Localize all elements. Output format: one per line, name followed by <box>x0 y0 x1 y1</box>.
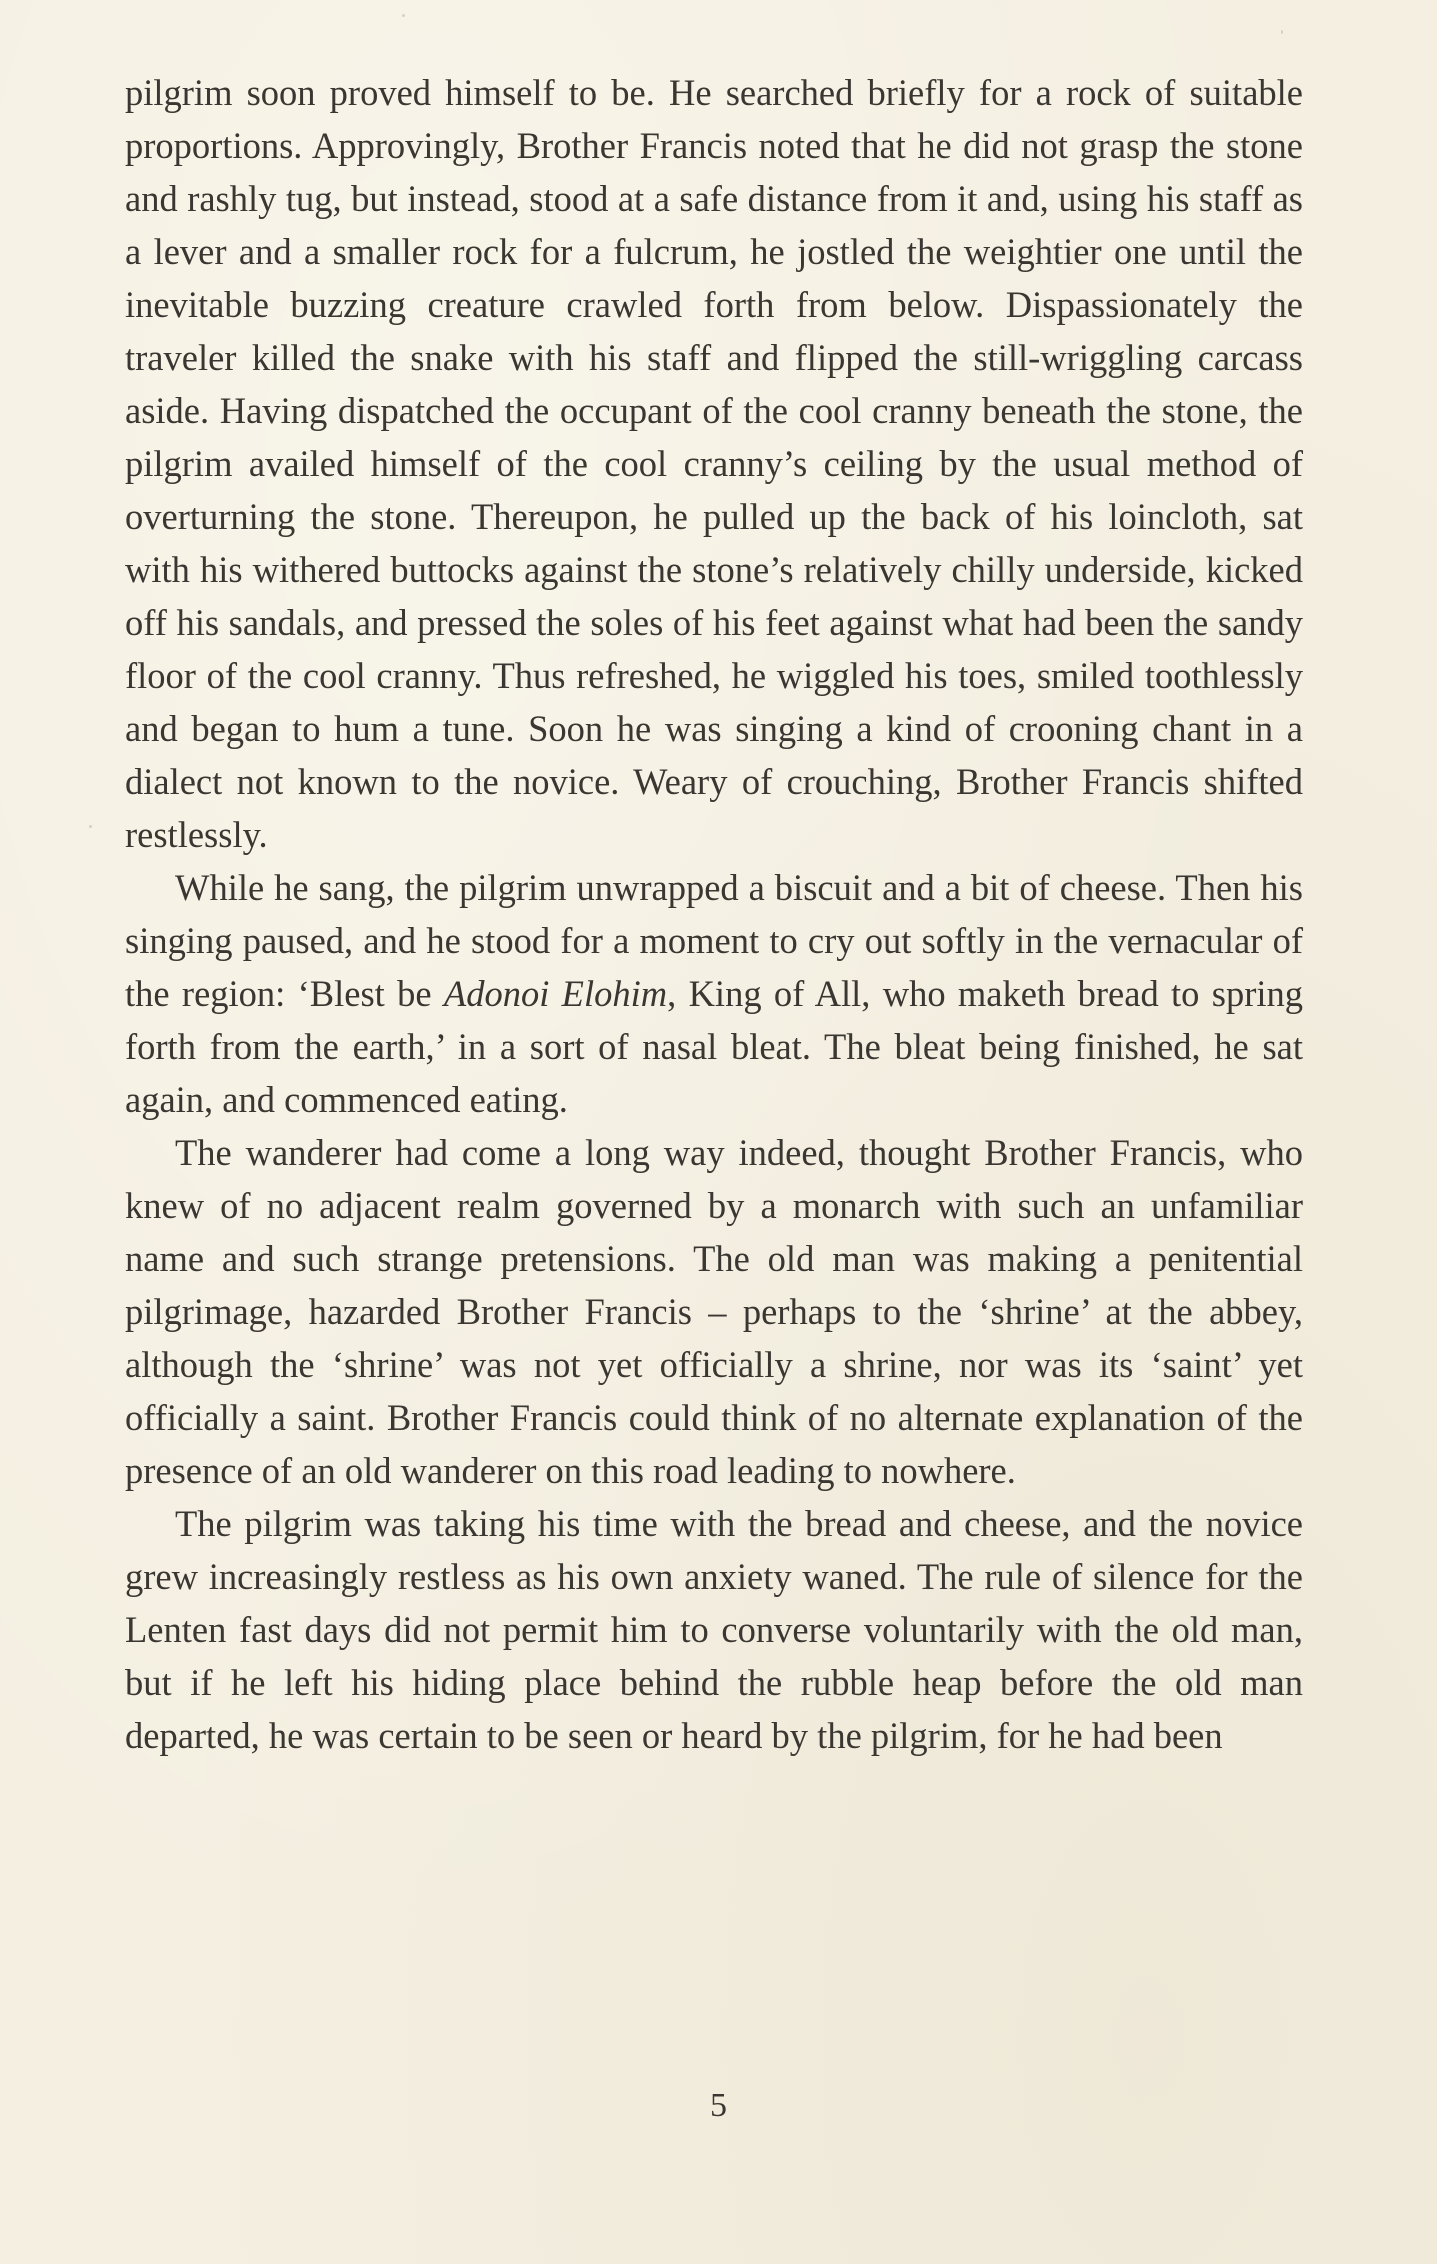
paragraph-text: , King of All, who maketh bread to spring forth from the earth,’ in a sort of nasal bleat. The bleat being finished, he sat again, and commenced eating. <box>125 973 1303 1120</box>
paragraph-text: While he sang, the pilgrim unwrapped a biscuit and a bit of cheese. Then his singing paused, and he stood for a moment to cry out softly in the vernacular of the region: ‘Blest be <box>125 867 1303 1014</box>
paragraph-text: The wanderer had come a long way indeed, thought Brother Francis, who knew of no adjacent realm governed by a monarch with such an unfamiliar name and such strange pretensions. The old man was making a penitential pilgrimage, hazarded Brother Francis – perhaps to the ‘shrine’ at the abbey, although the ‘shrine’ was not yet officially a shrine, nor was its ‘saint’ yet officially a saint. Brother Francis could think of no alternate explanation of the presence of an old wanderer on this road leading to nowhere. <box>125 1132 1303 1491</box>
paper-speck <box>89 825 92 828</box>
paragraph <box>125 66 1303 861</box>
italic-phrase: Adonoi Elohim <box>443 973 668 1014</box>
paper-speck <box>402 14 405 17</box>
paragraph-text: The pilgrim was taking his time with the bread and cheese, and the novice grew increasingly restless as his own anxiety waned. The rule of silence for the Lenten fast days did not permit him to converse voluntarily with the old man, but if he left his hiding place behind the rubble heap before the old man departed, he was certain to be seen or heard by the pilgrim, for he had been <box>125 1503 1303 1756</box>
paragraph <box>125 1126 1303 1497</box>
paragraph <box>125 861 1303 1126</box>
page-number: 5 <box>710 2087 727 2124</box>
paragraph-text: pilgrim soon proved himself to be. He searched briefly for a rock of suitable proportions. Approvingly, Brother Francis noted that he did not grasp the stone and rashly tug, but instead, stood at a safe distance from it and, using his staff as a lever and a smaller rock for a fulcrum, he jostled the weightier one until the inevitable buzzing creature crawled forth from below. Dispassionately the traveler killed the snake with his staff and flipped the still-wriggling carcass aside. Having dispatched the occupant of the cool cranny beneath the stone, the pilgrim availed himself of the cool cranny’s ceiling by the usual method of overturning the stone. Thereupon, he pulled up the back of his loincloth, sat with his withered buttocks against the stone’s relatively chilly underside, kicked off his sandals, and pressed the soles of his feet against what had been the sandy floor of the cool cranny. Thus refreshed, he wiggled his toes, smiled toothlessly and began to hum a tune. Soon he was singing a kind of crooning chant in a dialect not known to the novice. Weary of crouching, Brother Francis shifted restlessly. <box>125 72 1303 855</box>
paragraph <box>125 1497 1303 1762</box>
body-text <box>125 66 1303 1762</box>
paper-speck <box>1281 30 1283 34</box>
